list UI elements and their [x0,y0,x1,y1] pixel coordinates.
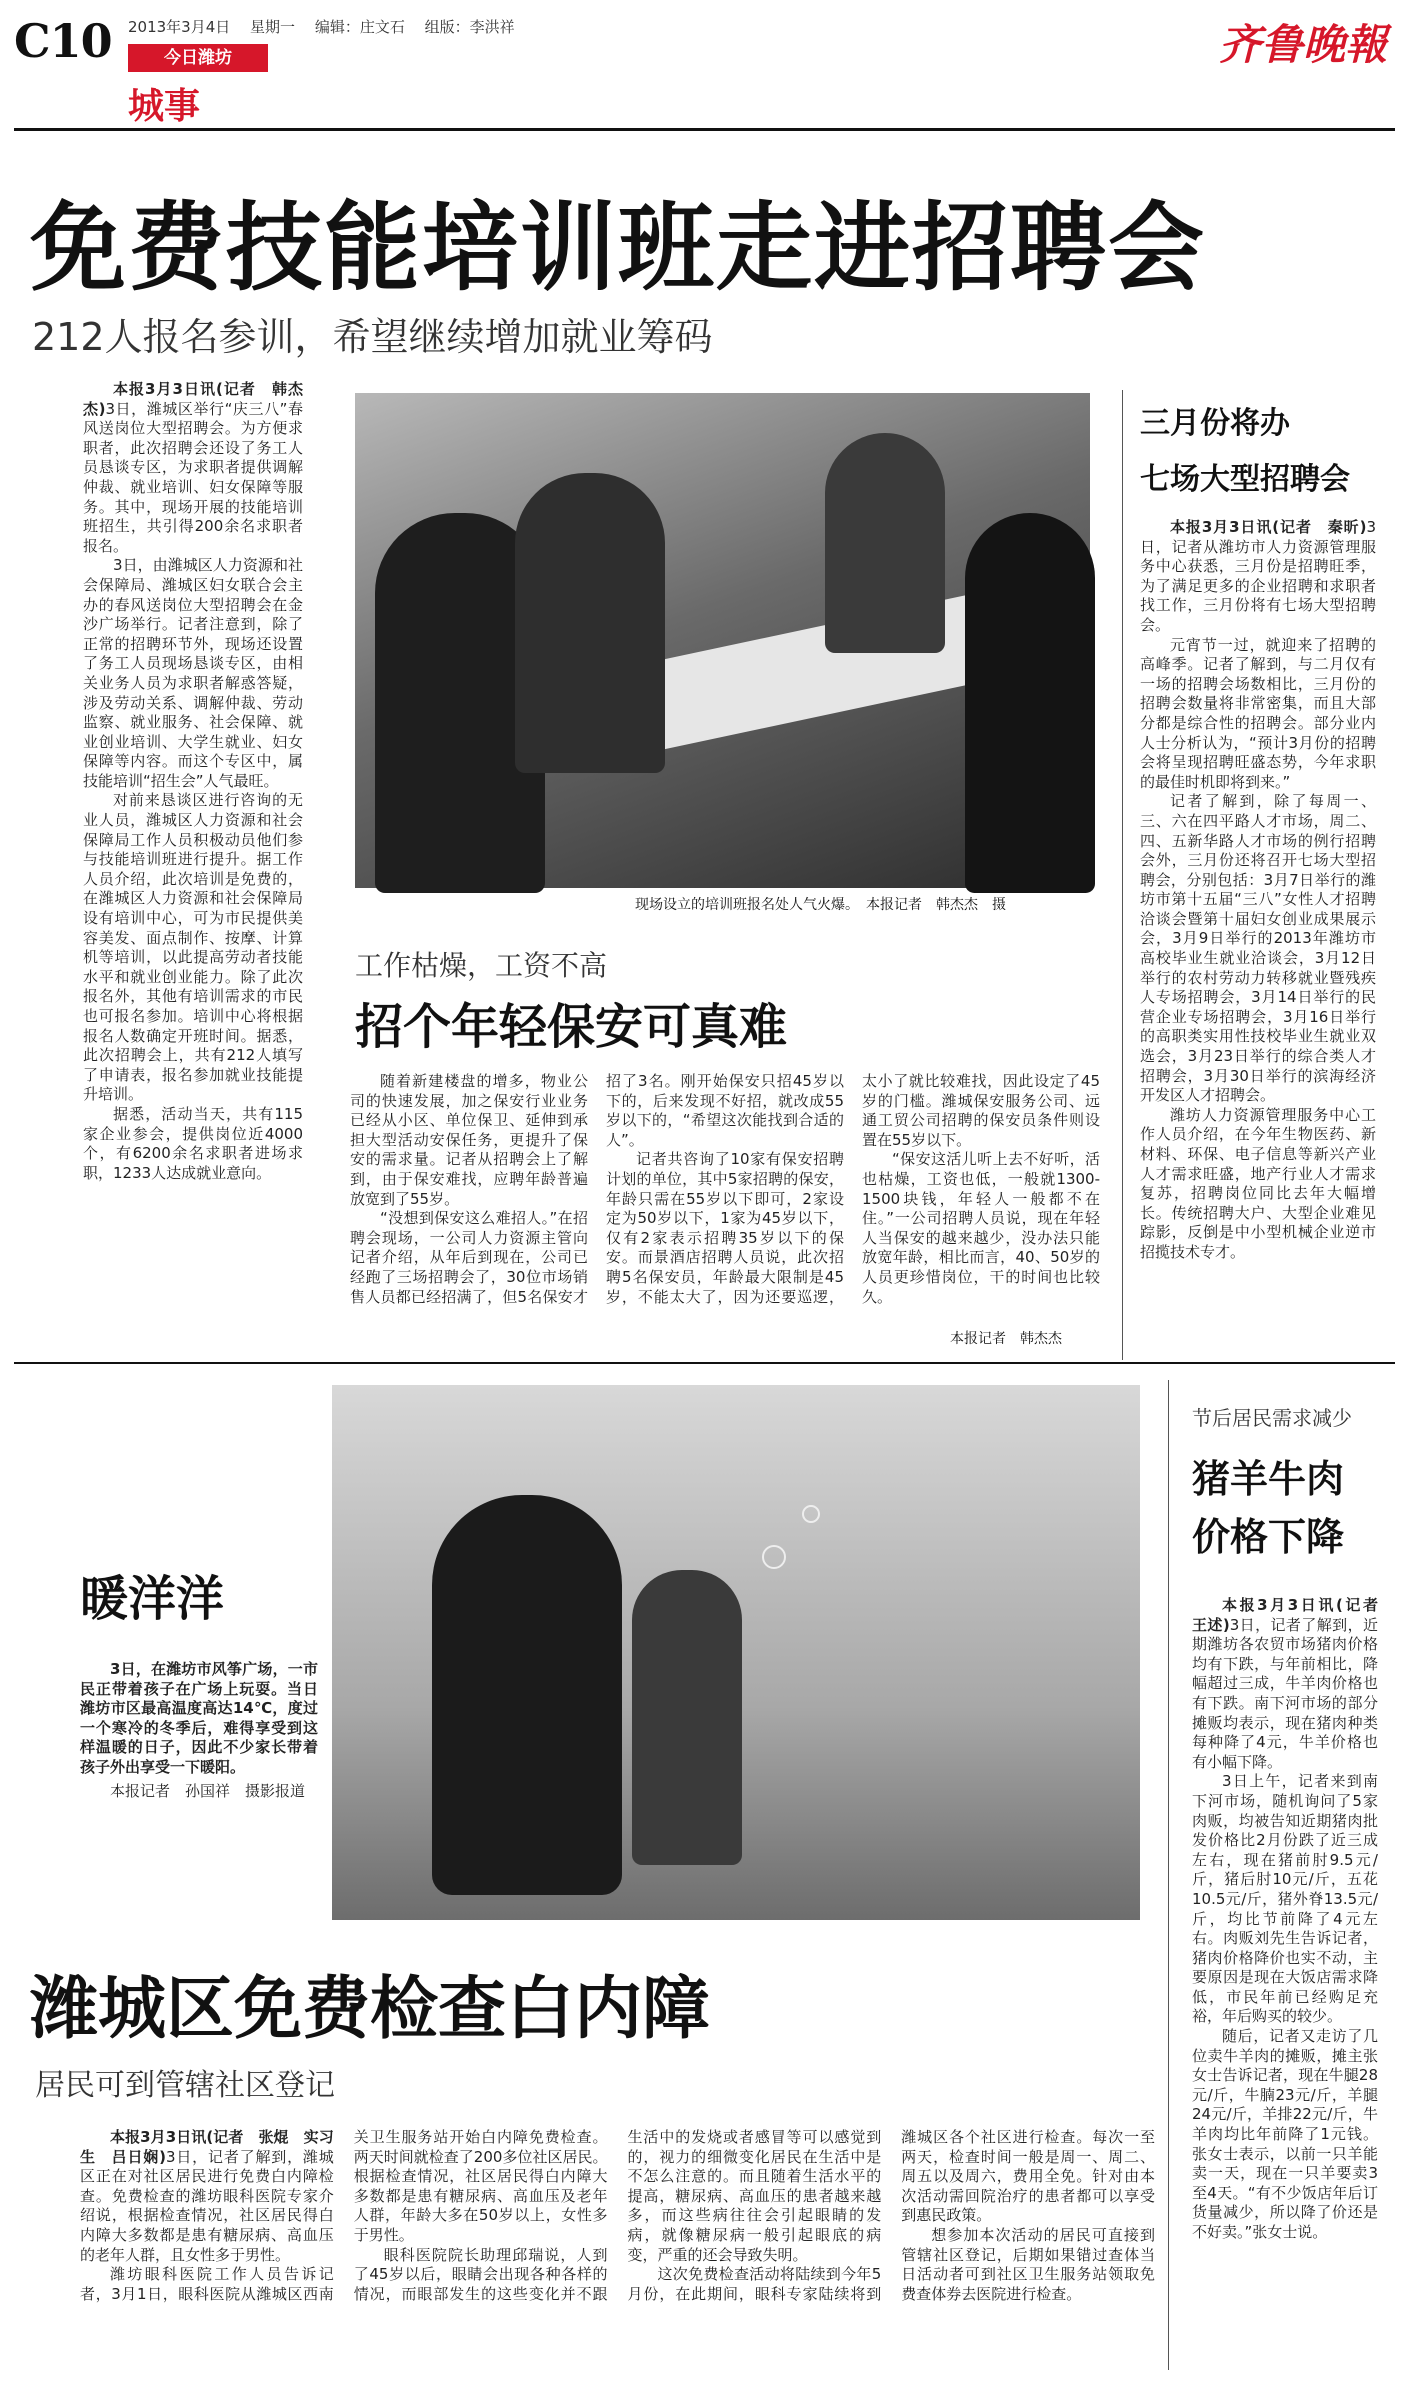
masthead-rule [14,128,1395,131]
cataract-byline: 本报3月3日讯(记者 张焜 实习生 吕日娴) [80,2128,334,2166]
march-body [1140,518,1376,1368]
cataract-paragraph: 这次免费检查活动将陆续到今年5月份，在此期间，眼科专家陆续将到潍城区各个社区进行检查。每次一至两天，检查时间一般是周一、周二、周五以及周六，费用全免。针对由本次活动需回院治疗的患者都可以享受到惠民政策。 [627,2128,1155,2303]
march-paragraph: 记者了解到，除了每周一、三、六在四平路人才市场，周二、四、五新华路人才市场的例行招聘会外，三月份还将召开七场大型招聘会，分别包括：3月7日举行的潍坊市第十五届“三八”女性人才招聘洽谈会暨第十届妇女创业成果展示会，3月9日举行的2013年潍坊市高校毕业生就业洽谈会，3月12日举行的农村劳动力转移就业暨残疾人专场招聘会，3月14日举行的民营企业专场招聘会，3月16日举行的高职类实用性技校毕业生就业双选会，3月23日举行的综合类人才招聘会，3月30日举行的滨海经济开发区人才招聘会。 [1140,792,1376,1105]
march-paragraph: 潍坊人力资源管理服务中心工作人员介绍，在今年生物医药、新材料、环保、电子信息等新兴产业人才需求旺盛，地产行业人才需求复苏，招聘岗位同比去年大幅增长。传统招聘大户、大型企业难见踪影，反倒是中小型机械企业逆市招揽技术专才。 [1140,1105,1376,1261]
lead-paragraph: 对前来恳谈区进行咨询的无业人员，潍城区人力资源和社会保障局工作人员积极动员他们参与技能培训班进行提升。据工作人员介绍，此次培训是免费的，在潍城区人力资源和社会保障局设有培训中心，可为市民提供美容美发、面点制作、按摩、计算机等培训，以此提高劳动者技能水平和就业创业能力。除了此次报名外，其他有培训需求的市民也可报名参加。培训中心将根据报名人数确定开班时间。据悉，此次招聘会上，共有212人填写了申请表，报名参加就业技能提升培训。 [83,791,303,1104]
section-tag: 今日潍坊 [128,44,268,72]
lead-subhead: 212人报名参训，希望继续增加就业筹码 [32,315,713,359]
column-divider [1168,1380,1169,2370]
lead-byline: 本报3月3日讯(记者 韩杰杰) [83,380,303,418]
photo-person [515,473,665,773]
guard-paragraph: “保安这活儿听上去不好听，活也枯燥，工资也低，一般就1300-1500块钱，年轻人一般都不在住。”一公司招聘人员说，现在年轻人当保安的越来越少，没办法只能放宽年龄，相比而言，40、50岁的人员更珍惜岗位，干的时间也比较久。 [862,1150,1100,1306]
march-title-1: 三月份将办 [1140,406,1290,441]
cataract-paragraph: 眼科医院院长助理邱瑞说，人到了45岁以后，眼睛会出现各种各样的情况，而眼部发生的这些变化并不跟生活中的发烧或者感冒等可以感觉到的，视力的细微变化居民在生活中是不怎么注意的。而且随着生活水平的提高，糖尿病、高血压的患者越来越多，而这些病往往会引起眼睛的发病，就像糖尿病一般引起眼底的病变，严重的还会导致失明。 [353,2128,882,2303]
meat-title-1: 猪羊牛肉 [1192,1457,1345,1501]
cataract-headline: 潍城区免费检查白内障 [30,1970,711,2049]
march-paragraph: 3日，记者从潍坊市人力资源管理服务中心获悉，三月份是招聘旺季，为了满足更多的企业招聘和求职者找工作，三月份将有七场大型招聘会。 [1140,518,1376,634]
cataract-paragraph: 3日，记者了解到，潍城区正在对社区居民进行免费白内障检查。免费检查的潍坊眼科医院专家介绍说，根据检查情况，社区居民得白内障大多数都是患有糖尿病、高血压的老年人群，且女性多于男性。 [80,2147,334,2264]
meat-paragraph: 随后，记者又走访了几位卖牛羊肉的摊贩，摊主张女士告诉记者，现在牛腿28元/斤，牛腩23元/斤，羊腿24元/斤，羊排22元/斤，牛羊肉均比年前降了1元钱。张女士表示，以前一只羊能卖一天，现在一只羊要卖3至4天。“有不少饭店年后订货量减少，所以降了价还是不好卖。”张女士说。 [1192,2027,1378,2241]
guard-credit: 本报记者 韩杰杰 [950,1331,1062,1347]
guard-paragraph: 记者共咨询了10家有保安招聘计划的单位，其中5家招聘的保安，年龄只需在55岁以下即可，2家设定为50岁以下，1家为45岁以下，仅有2家表示招聘35岁以下的保安。而景酒店招聘人员说，此次招聘5名保安员，年龄最大限制是45岁，不能太大了，因为还要巡逻，太小了就比较难找，因此设定了45岁的门槛。潍城保安服务公司、远通工贸公司招聘的保安员条件则设置在55岁以下。 [606,1072,1100,1306]
lead-photo [355,393,1090,888]
warm-caption [80,1660,318,1801]
section-rule [14,1362,1395,1364]
meat-body [1192,1596,1394,2366]
meat-paragraph: 3日，记者了解到，近期潍坊各农贸市场猪肉价格均有下跌，与年前相比，降幅超过三成，牛羊肉价格也有下跌。南下河市场的部分摊贩均表示，现在猪肉种类每种降了4元，牛羊价格也有小幅下降。 [1192,1615,1379,1771]
photo-bubble [802,1505,820,1523]
lead-body [83,380,303,1380]
cataract-paragraph: 想参加本次活动的居民可直接到管辖社区登记，后期如果错过查体当日活动者可到社区卫生服务站领取免费查体券去医院进行检查。 [901,2225,1155,2303]
warm-title: 暖洋洋 [80,1571,225,1627]
issue-weekday: 星期一 [250,18,296,36]
meat-title-2: 价格下降 [1192,1515,1345,1559]
section-title: 城事 [128,86,201,127]
guard-headline: 招个年轻保安可真难 [355,999,788,1055]
photo-father [432,1495,622,1895]
paper-logo: 齐鲁晚報 [1218,20,1387,69]
meat-byline: 本报3月3日讯(记者 王述) [1192,1596,1394,1634]
photo-child [632,1570,742,1865]
lead-paragraph: 3日，潍城区举行“庆三八”春风送岗位大型招聘会。为方便求职者，此次招聘会还设了务工人员恳谈专区，为求职者提供调解仲裁、就业培训、妇女保障等服务。其中，现场开展的技能培训班招生，共引得200余名求职者报名。 [83,399,303,555]
photo-bubble [762,1545,786,1569]
cataract-subhead: 居民可到管辖社区登记 [35,2068,335,2103]
issue-info [128,16,515,37]
guard-kicker: 工作枯燥，工资不高 [355,949,608,982]
issue-editor: 编辑：庄文石 [314,18,405,36]
cataract-paragraph: 潍坊眼科医院工作人员告诉记者，3月1日，眼科医院从潍城区西南关卫生服务站开始白内障免费检查。两天时间就检查了200多位社区居民。根据检查情况，社区居民得白内障大多数都是患有糖尿病、高血压及老年人群，年龄大多在50岁以上，女性多于男性。 [80,2128,608,2303]
meat-kicker: 节后居民需求减少 [1192,1406,1352,1430]
guard-paragraph: “没想到保安这么难招人。”在招聘会现场，一公司人力资源主管向记者介绍，从年后到现在，公司已经跑了三场招聘会了，30位市场销售人员都已经招满了，但5名保安才招了3名。刚开始保安只招45岁以下的，后来发现不好招，就改成55岁以下的，“希望这次能找到合适的人”。 [350,1072,844,1306]
warm-photo [332,1385,1140,1920]
issue-layout: 组版：李洪祥 [424,18,515,36]
lead-paragraph: 据悉，活动当天，共有115家企业参会，提供岗位近4000个，有6200余名求职者进场求职，1233人达成就业意向。 [83,1104,303,1182]
lead-headline: 免费技能培训班走进招聘会 [30,192,1206,304]
photo-person [965,513,1095,893]
warm-credit: 本报记者 孙国祥 摄影报道 [110,1781,306,1800]
march-title-2: 七场大型招聘会 [1140,462,1350,497]
march-paragraph: 元宵节一过，就迎来了招聘的高峰季。记者了解到，与二月仅有一场的招聘会场数相比，三月份的招聘会数量将非常密集，而且大部分都是综合性的招聘会。部分业内人士分析认为，“预计3月份的招聘会将呈现招聘旺盛态势，今年求职的最佳时机即将到来。” [1140,635,1376,791]
guard-paragraph: 随着新建楼盘的增多，物业公司的快速发展，加之保安行业业务已经从小区、单位保卫、延伸到承担大型活动安保任务，更提升了保安的需求量。记者从招聘会上了解到，由于保安难找，应聘年龄普遍放宽到了55岁。 [350,1072,588,1208]
guard-body [350,1072,1100,1327]
photo-person [825,433,945,653]
column-divider [1122,390,1123,1360]
warm-caption-text: 3日，在潍坊市风筝广场，一市民正带着孩子在广场上玩耍。当日潍坊市区最高温度高达14℃，度过一个寒冷的冬季后，难得享受到这样温暖的日子，因此不少家长带着孩子外出享受一下暖阳。 [80,1660,318,1776]
lead-photo-caption: 现场设立的培训班报名处人气火爆。 本报记者 韩杰杰 摄 [635,897,1006,913]
meat-paragraph: 3日上午，记者来到南下河市场，随机询问了5家肉贩，均被告知近期猪肉批发价格比2月份跌了近三成左右，现在猪前肘9.5元/斤，猪后肘10元/斤，五花10.5元/斤，猪外脊13.5元/斤，均比节前降了4元左右。肉贩刘先生告诉记者，猪肉价格降价也实不动，主要原因是现在大饭店需求降低，市民年前已经购足充裕，年后购买的较少。 [1192,1772,1378,2026]
issue-date: 2013年3月4日 [128,18,231,36]
lead-paragraph: 3日，由潍城区人力资源和社会保障局、潍城区妇女联合会主办的春风送岗位大型招聘会在金沙广场举行。记者注意到，除了正常的招聘环节外，现场还设置了务工人员现场恳谈专区，由相关业务人员为求职者解惑答疑，涉及劳动关系、调解仲裁、劳动监察、就业服务、社会保障、就业创业培训、大学生就业、妇女保障等内容。而这个专区中，属技能培训“招生会”人气最旺。 [83,556,303,790]
cataract-body [80,2128,1155,2373]
page-number: C10 [14,14,112,68]
march-byline: 本报3月3日讯(记者 秦昕) [1170,518,1367,536]
